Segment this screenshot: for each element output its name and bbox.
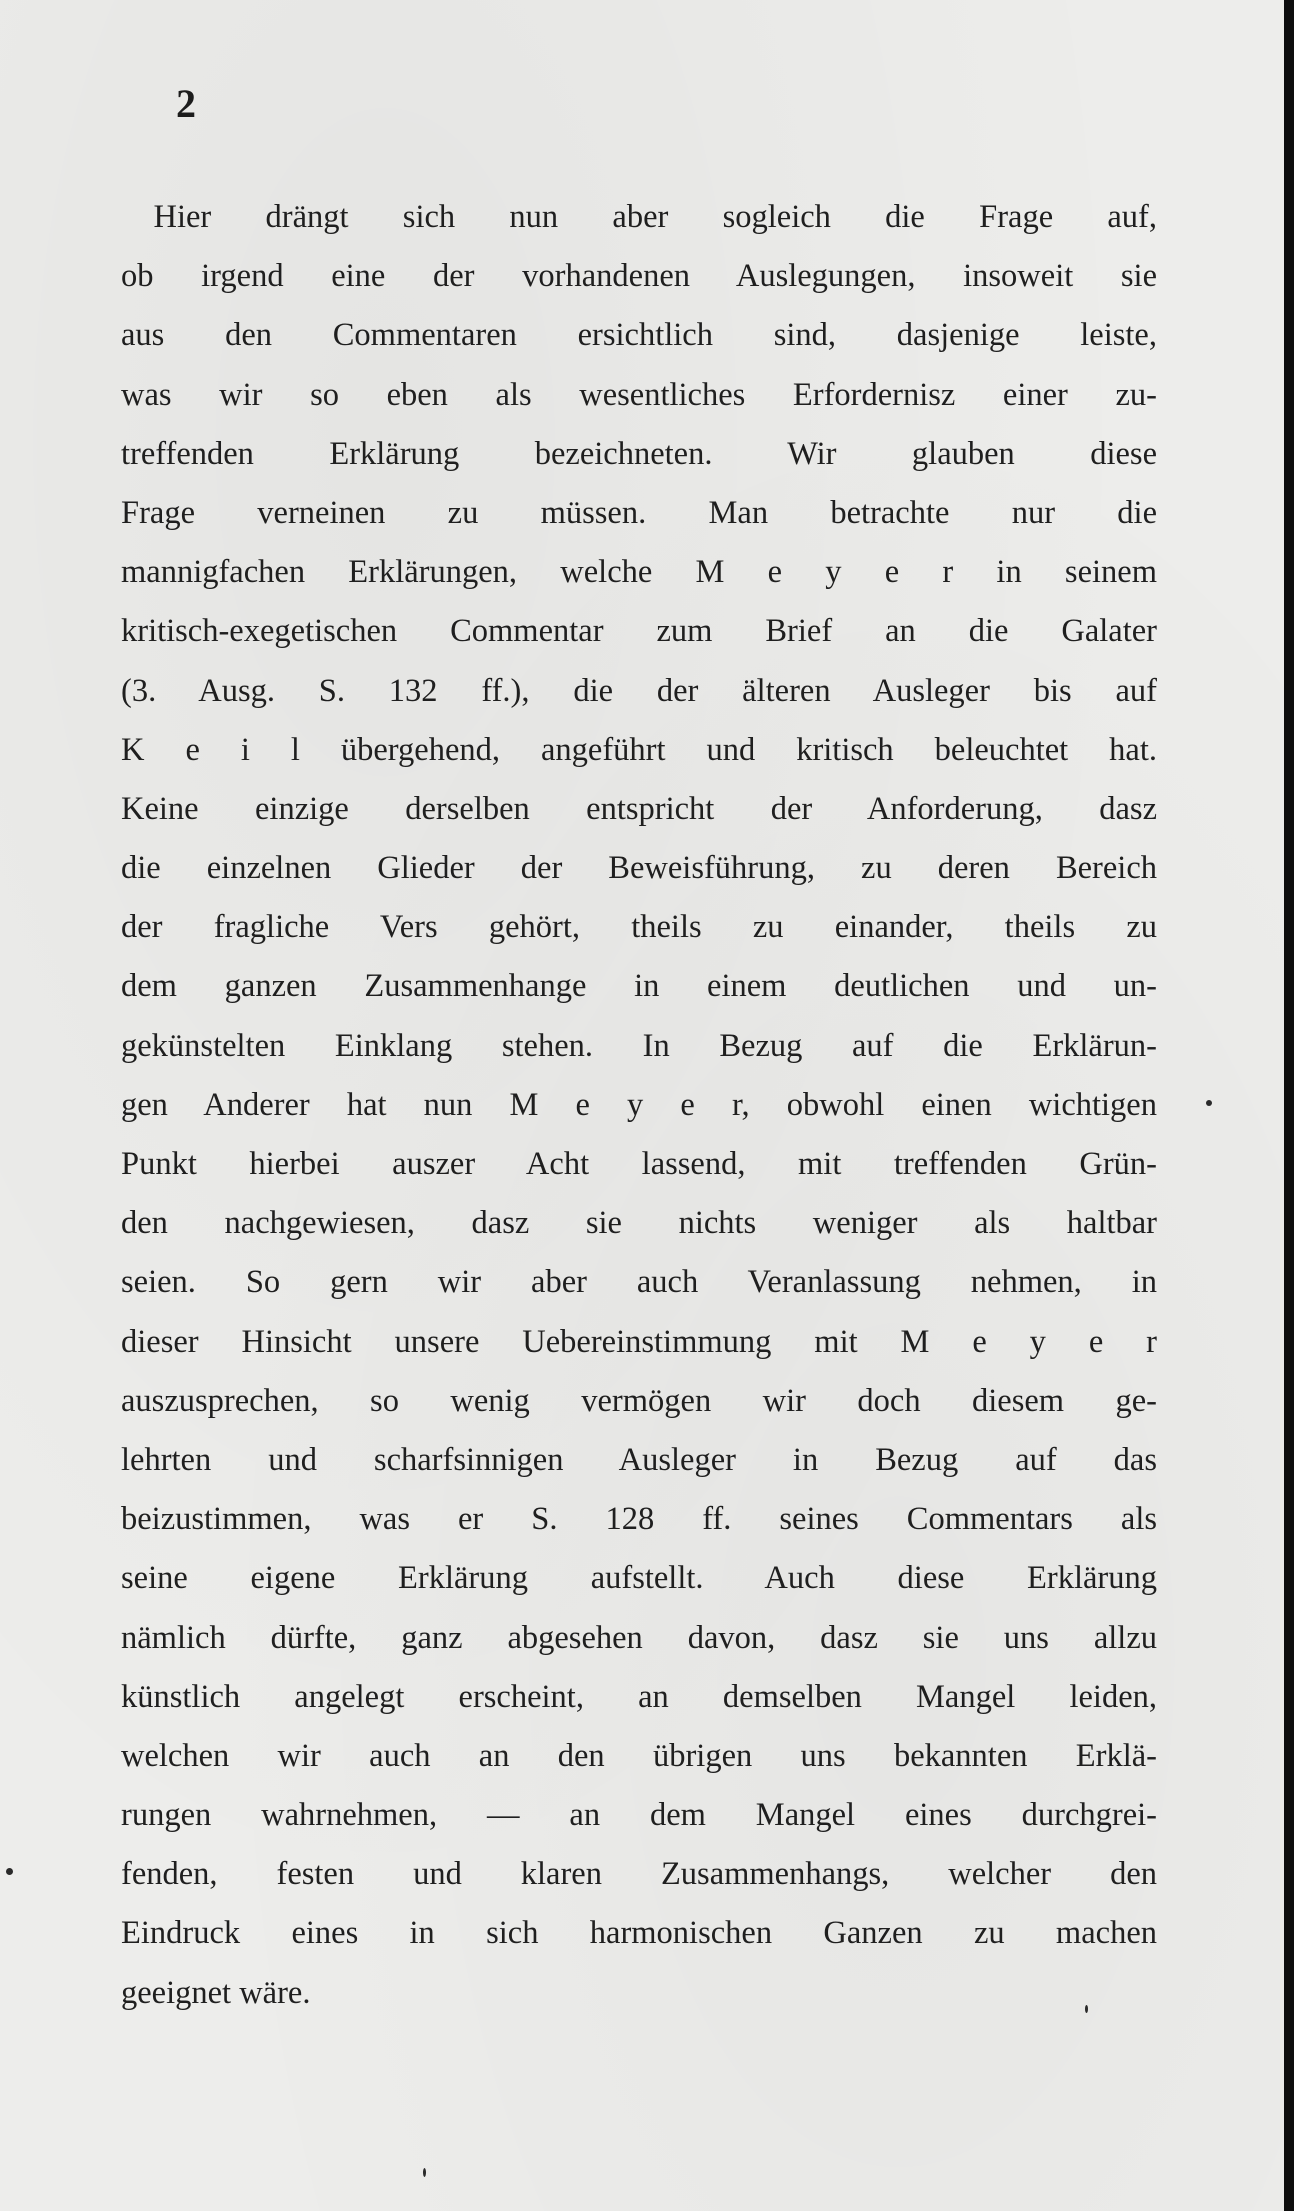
text-line: seien. So gern wir aber auch Veranlassung nehmen, in	[121, 1264, 1157, 1301]
text-line: den nachgewiesen, dasz sie nichts weniger als haltbar	[121, 1205, 1157, 1242]
text-line: beizustimmen, was er S. 128 ff. seines Commentars als	[121, 1501, 1157, 1538]
text-line: fenden, festen und klaren Zusammenhangs, welcher den	[121, 1856, 1157, 1893]
text-line: treffenden Erklärung bezeichneten. Wir glauben diese	[121, 435, 1157, 472]
text-line: gekünstelten Einklang stehen. In Bezug auf die Erklärun-	[121, 1027, 1157, 1064]
text-line: kritisch-exegetischen Commentar zum Brief an die Galater	[121, 613, 1157, 650]
text-line: dem ganzen Zusammenhange in einem deutlichen und un-	[121, 968, 1157, 1005]
text-line: K e i l übergehend, angeführt und kritisch beleuchtet hat.	[121, 731, 1157, 768]
text-line: künstlich angelegt erscheint, an demselben Mangel leiden,	[121, 1678, 1157, 1715]
text-line: Hier drängt sich nun aber sogleich die Frage auf,	[121, 199, 1157, 235]
text-line: mannigfachen Erklärungen, welche M e y e r in seinem	[121, 554, 1157, 591]
text-line: gen Anderer hat nun M e y e r, obwohl einen wichtigen	[121, 1086, 1157, 1123]
text-line: ob irgend eine der vorhandenen Auslegungen, insoweit sie	[121, 258, 1157, 295]
text-line: lehrten und scharfsinnigen Ausleger in Bezug auf das	[121, 1441, 1157, 1478]
ink-speck	[423, 2168, 426, 2177]
text-line: nämlich dürfte, ganz abgesehen davon, dasz sie uns allzu	[121, 1619, 1157, 1656]
text-line: der fragliche Vers gehört, theils zu einander, theils zu	[121, 909, 1157, 946]
ink-speck	[6, 1868, 13, 1875]
text-line: seine eigene Erklärung aufstellt. Auch diese Erklärung	[121, 1560, 1157, 1597]
page-number: 2	[176, 81, 196, 126]
text-line: (3. Ausg. S. 132 ff.), die der älteren Ausleger bis auf	[121, 672, 1157, 709]
text-line: Frage verneinen zu müssen. Man betrachte nur die	[121, 494, 1157, 531]
text-line: die einzelnen Glieder der Beweisführung, zu deren Bereich	[121, 850, 1157, 887]
text-line: geeignet wäre.	[121, 1974, 311, 2011]
text-line: auszusprechen, so wenig vermögen wir doch diesem ge-	[121, 1382, 1157, 1419]
text-line: welchen wir auch an den übrigen uns bekannten Erklä-	[121, 1737, 1157, 1774]
text-line: rungen wahrnehmen, — an dem Mangel eines durchgrei-	[121, 1797, 1157, 1834]
text-line: dieser Hinsicht unsere Uebereinstimmung mit M e y e r	[121, 1323, 1157, 1360]
body-paragraph	[121, 188, 1157, 2023]
text-line: was wir so eben als wesentliches Erfordernisz einer zu-	[121, 376, 1157, 413]
ink-speck	[1206, 1100, 1212, 1106]
text-line: Eindruck eines in sich harmonischen Ganzen zu machen	[121, 1915, 1157, 1952]
text-line: Keine einzige derselben entspricht der Anforderung, dasz	[121, 790, 1157, 827]
text-line: aus den Commentaren ersichtlich sind, dasjenige leiste,	[121, 317, 1157, 354]
ink-speck	[1085, 2005, 1088, 2013]
text-line: Punkt hierbei auszer Acht lassend, mit treffenden Grün-	[121, 1146, 1157, 1182]
